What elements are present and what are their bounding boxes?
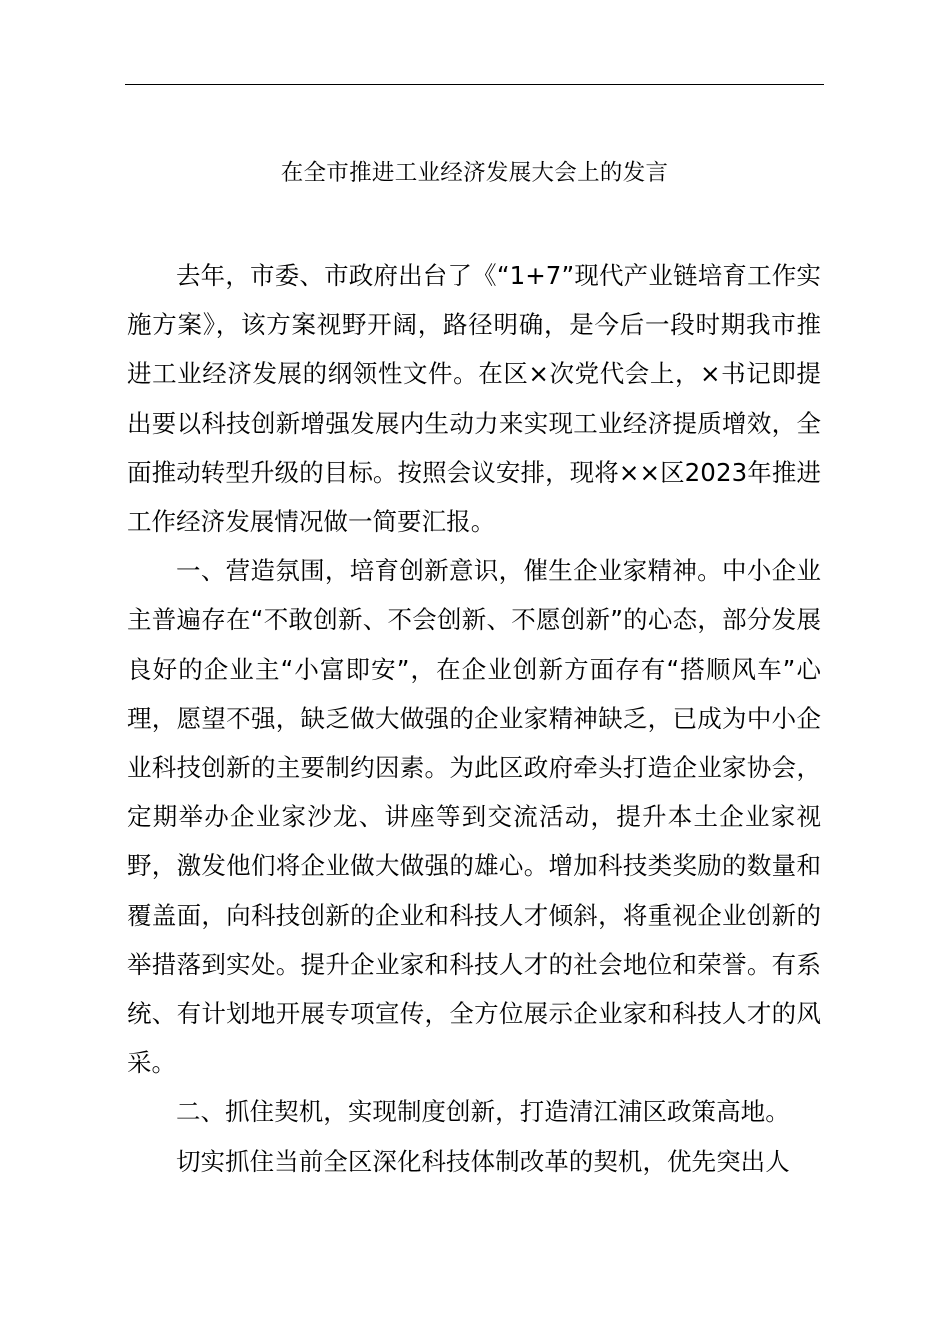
paragraph-section-2-heading: 二、抓住契机，实现制度创新，打造清江浦区政策高地。 [176, 1097, 790, 1127]
paragraph-section-1: 一、营造氛围，培育创新意识，催生企业家精神。中小企业主普遍存在“不敢创新、不会创新、不愿创新”的心态，部分发展良好的企业主“小富即安”，在企业创新方面存有“搭顺风车”心理，愿望不强，缺乏做大做强的企业家精神缺乏，已成为中小企业科技创新的主要制约因素。为此区政府牵头打造企业家协会，定期举办企业家沙龙、讲座等到交流活动，提升本土企业家视野，激发他们将企业做大做强的雄心。增加科技类奖励的数量和覆盖面，向科技创新的企业和科技人才倾斜，将重视企业创新的举措落到实处。提升企业家和科技人才的社会地位和荣誉。有系统、有计划地开展专项宣传，全方位展示企业家和科技人才的风采。 [127, 556, 821, 1078]
header-rule [125, 84, 824, 85]
document-title: 在全市推进工业经济发展大会上的发言 [280, 160, 669, 186]
paragraph-intro: 去年，市委、市政府出台了《“1+7”现代产业链培育工作实施方案》，该方案视野开阔，路径明确，是今后一段时期我市推进工业经济发展的纲领性文件。在区×次党代会上，×书记即提出要以科技创新增强发展内生动力来实现工业经济提质增效，全面推动转型升级的目标。按照会议安排，现将××区2023年推进工作经济发展情况做一简要汇报。 [127, 261, 821, 537]
paragraph-section-2-body: 切实抓住当前全区深化科技体制改革的契机，优先突出人 [176, 1146, 790, 1176]
document-body [127, 251, 821, 1186]
